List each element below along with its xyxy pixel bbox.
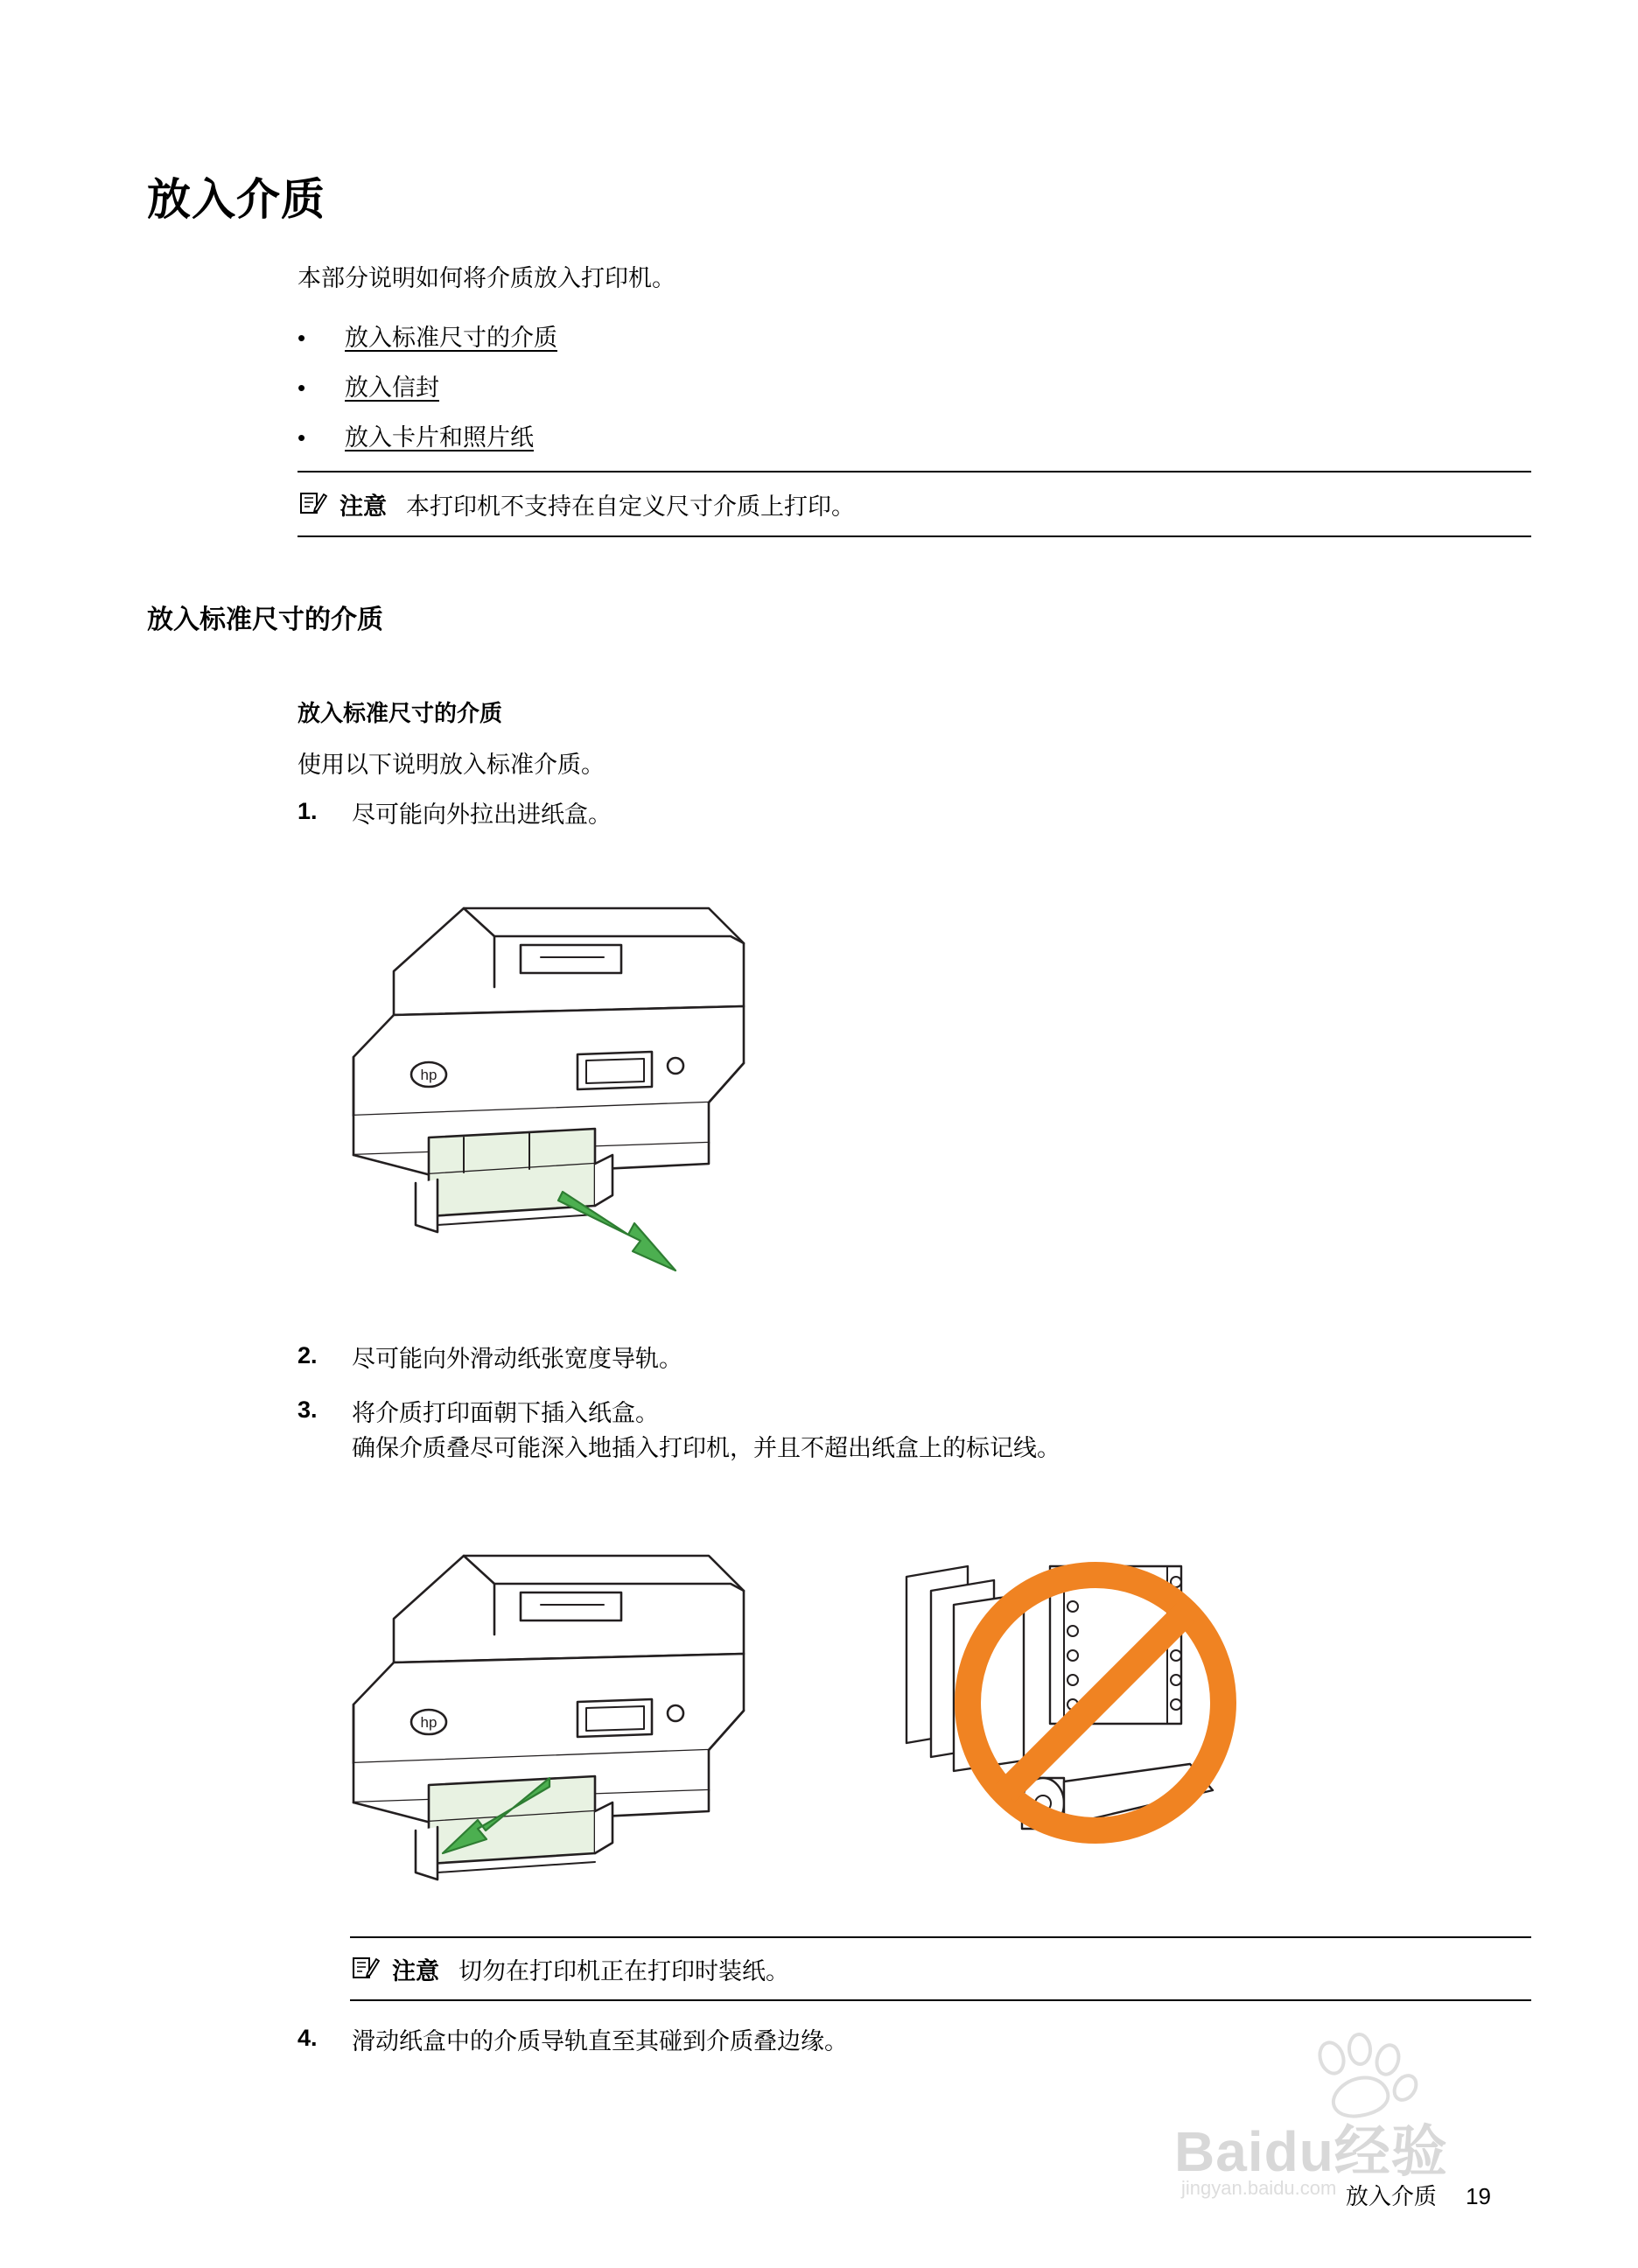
watermark-subtext: jingyan.baidu.com bbox=[1181, 2177, 1337, 2199]
section-heading: 放入标准尺寸的介质 bbox=[147, 606, 383, 634]
note-callout bbox=[298, 471, 1531, 537]
note-text: 本打印机不支持在自定义尺寸介质上打印。 bbox=[406, 493, 855, 520]
prohibited-media-illustration bbox=[892, 1540, 1409, 1925]
step-text-secondary: 确保介质叠尽可能深入地插入打印机，并且不超出纸盒上的标记线。 bbox=[352, 1434, 1060, 1461]
note-label: 注意 bbox=[392, 1957, 439, 1984]
step-text: 尽可能向外滑动纸张宽度导轨。 bbox=[352, 1346, 682, 1372]
intro-paragraph: 本部分说明如何将介质放入打印机。 bbox=[298, 265, 676, 291]
page-footer bbox=[0, 2179, 1638, 2211]
printer-pull-out-tray-illustration bbox=[332, 875, 875, 1286]
step-number: 2. bbox=[298, 1342, 318, 1368]
direction-arrow-icon bbox=[558, 1192, 676, 1270]
svg-text:hp: hp bbox=[420, 1714, 438, 1731]
link-load-envelopes[interactable]: 放入信封 bbox=[345, 374, 439, 401]
step-text: 将介质打印面朝下插入纸盒。 bbox=[352, 1400, 659, 1426]
sub-heading: 放入标准尺寸的介质 bbox=[298, 700, 503, 726]
step-number: 3. bbox=[298, 1396, 318, 1423]
step-item-1 bbox=[298, 798, 612, 833]
lead-paragraph: 使用以下说明放入标准介质。 bbox=[298, 752, 605, 778]
link-load-cards-photo-paper[interactable]: 放入卡片和照片纸 bbox=[345, 424, 534, 451]
link-load-standard-media[interactable]: 放入标准尺寸的介质 bbox=[345, 325, 557, 351]
paw-icon bbox=[1311, 2035, 1416, 2123]
step-number: 4. bbox=[298, 2025, 318, 2051]
step-item-3 bbox=[298, 1396, 1060, 1466]
step-text: 尽可能向外拉出进纸盒。 bbox=[352, 802, 612, 828]
note-pencil-icon bbox=[350, 1954, 385, 1984]
note-label: 注意 bbox=[340, 493, 387, 520]
printer-insert-media-illustration bbox=[332, 1522, 875, 1925]
list-item[interactable] bbox=[298, 318, 1085, 368]
step-item-2 bbox=[298, 1342, 682, 1377]
step-item-4 bbox=[298, 2025, 848, 2060]
note-text: 切勿在打印机正在打印时装纸。 bbox=[458, 1957, 789, 1984]
bullet-dot-icon: • bbox=[298, 325, 306, 351]
note-callout bbox=[350, 1936, 1531, 2001]
step-text: 滑动纸盒中的介质导轨直至其碰到介质叠边缘。 bbox=[352, 2028, 848, 2054]
bullet-dot-icon: • bbox=[298, 374, 306, 401]
page-number: 19 bbox=[1466, 2183, 1491, 2209]
page-title: 放入介质 bbox=[147, 175, 326, 224]
list-item[interactable] bbox=[298, 368, 1085, 418]
bullet-dot-icon: • bbox=[298, 424, 306, 451]
link-list bbox=[298, 318, 1085, 468]
watermark-text: Baidu经验 bbox=[1174, 2120, 1448, 2183]
svg-text:hp: hp bbox=[420, 1067, 438, 1083]
footer-section-label: 放入介质 bbox=[1345, 2183, 1437, 2209]
step-number: 1. bbox=[298, 798, 318, 824]
list-item[interactable] bbox=[298, 418, 1085, 468]
note-pencil-icon bbox=[298, 489, 332, 519]
